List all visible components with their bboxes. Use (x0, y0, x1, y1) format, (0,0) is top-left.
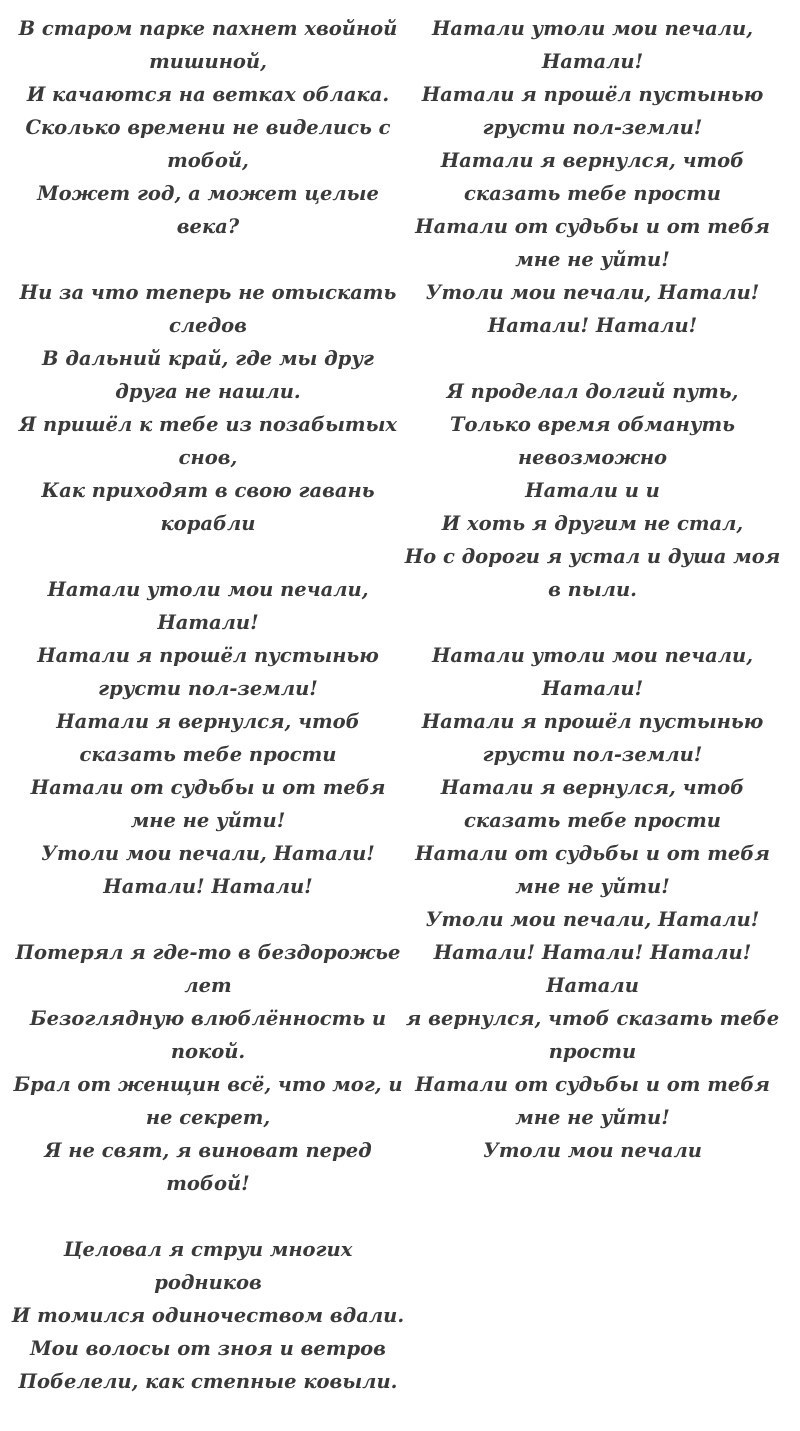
lyric-line: И томился одиночеством вдали. (11, 1304, 405, 1327)
lyric-line: Натали я прошёл пустынью грусти пол-земли! (37, 644, 379, 700)
stanza (8, 276, 408, 540)
lyric-line: Может год, а может целые века? (37, 182, 379, 238)
lyric-line: Утоли мои печали, Натали! (425, 908, 760, 931)
lyric-line: Ни за что теперь не отыскать следов (19, 281, 397, 337)
lyric-line: Потерял я где-то в бездорожье лет (15, 941, 401, 997)
lyric-line: Натали от судьбы и от тебя мне не уйти! (415, 842, 770, 898)
left-column (8, 12, 408, 1431)
stanza (8, 12, 408, 243)
chorus (400, 12, 785, 342)
lyric-line: Я не свят, я виноват перед тобой! (44, 1139, 372, 1195)
lyric-line: Натали я вернулся, чтоб сказать тебе прости (440, 776, 745, 832)
lyric-line: Натали и и (525, 479, 660, 502)
lyric-line: В дальний край, где мы друг друга не нашли. (42, 347, 374, 403)
lyric-line: Натали утоли мои печали, Натали! (431, 17, 754, 73)
lyric-line: И качаются на ветках облака. (26, 83, 390, 106)
lyric-line: В старом парке пахнет хвойной тишиной, (18, 17, 398, 73)
stanza (8, 1233, 408, 1398)
lyric-line: Натали я прошёл пустынью грусти пол-земли! (421, 710, 764, 766)
lyric-line: Натали! Натали! (487, 314, 698, 337)
lyric-line: я вернулся, чтоб сказать тебе прости (405, 1007, 780, 1063)
lyric-line: Безоглядную влюблённость и покой. (29, 1007, 387, 1063)
lyric-line: Я пришёл к тебе из позабытых снов, (18, 413, 398, 469)
lyric-line: Брал от женщин всё, что мог, и не секрет, (13, 1073, 403, 1129)
lyric-line: Я проделал долгий путь, (446, 380, 739, 403)
lyric-line: Утоли мои печали, Натали! (41, 842, 375, 865)
lyric-line: Утоли мои печали, Натали! (425, 281, 760, 304)
lyric-line: Натали! Натали! Натали! Натали (433, 941, 752, 997)
lyric-line: Мои волосы от зноя и ветров (30, 1337, 386, 1360)
lyric-line: Целовал я струи многих родников (63, 1238, 353, 1294)
lyric-line: Натали от судьбы и от тебя мне не уйти! (415, 215, 770, 271)
lyric-line: И хоть я другим не стал, (441, 512, 744, 535)
chorus (400, 639, 785, 1167)
stanza (8, 936, 408, 1200)
lyric-line: Натали! Натали! (103, 875, 313, 898)
lyric-line: Натали от судьбы и от тебя мне не уйти! (415, 1073, 770, 1129)
lyric-line: Натали утоли мои печали, Натали! (431, 644, 754, 700)
lyric-line: Утоли мои печали (483, 1139, 702, 1162)
chorus (8, 573, 408, 903)
lyric-line: Побелели, как степные ковыли. (18, 1370, 398, 1393)
lyric-line: Натали я вернулся, чтоб сказать тебе прости (440, 149, 745, 205)
right-column (400, 12, 785, 1200)
lyric-line: Натали утоли мои печали, Натали! (47, 578, 369, 634)
lyric-line: Натали я прошёл пустынью грусти пол-земли! (421, 83, 764, 139)
lyric-line: Как приходят в свою гавань корабли (41, 479, 375, 535)
lyric-line: Только время обмануть невозможно (450, 413, 735, 469)
lyric-line: Натали от судьбы и от тебя мне не уйти! (30, 776, 386, 832)
bridge (400, 375, 785, 606)
lyric-line: Натали я вернулся, чтоб сказать тебе прости (56, 710, 360, 766)
lyric-line: Сколько времени не виделись с тобой, (25, 116, 391, 172)
lyric-line: Но с дороги я устал и душа моя в пыли. (404, 545, 781, 601)
